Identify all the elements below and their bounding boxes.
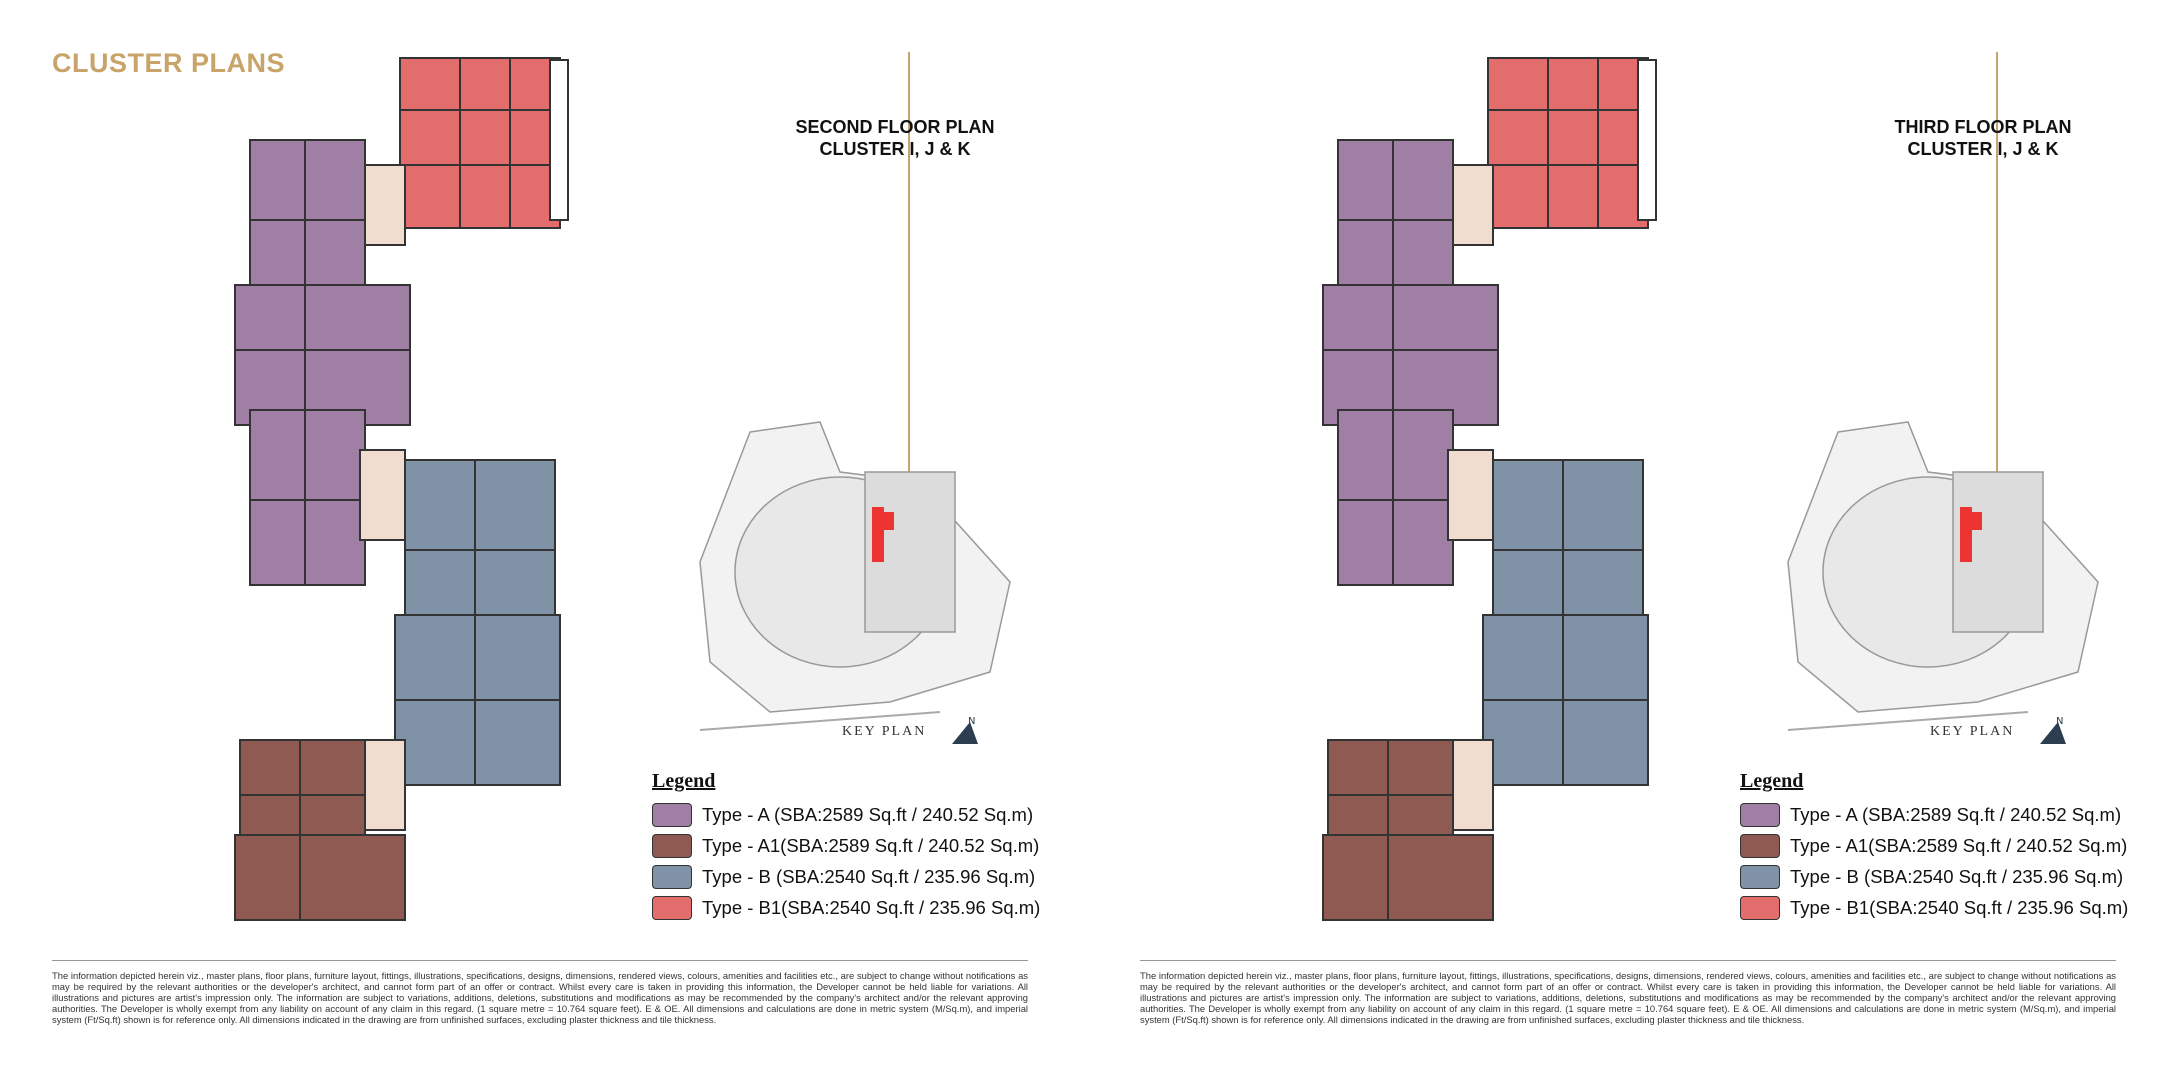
svg-text:N: N (2056, 716, 2064, 727)
floor-plan-title-line2: CLUSTER I, J & K (819, 139, 971, 159)
legend-title: Legend (652, 770, 716, 792)
key-plan-map (690, 412, 1035, 752)
north-arrow-icon (950, 714, 982, 748)
legend-item-label: Type - B (SBA:2540 Sq.ft / 235.96 Sq.m) (1790, 865, 2124, 887)
legend-swatch-type-a (652, 803, 692, 827)
legend-swatch-type-a (1740, 803, 1780, 827)
legend (652, 770, 1072, 923)
svg-text:N: N (968, 716, 976, 727)
floor-plan-title-line1: SECOND FLOOR PLAN (795, 117, 995, 137)
disclaimer-divider (52, 960, 1028, 961)
brand-title: CLUSTER PLANS (52, 48, 286, 78)
legend-swatch-type-b1 (652, 896, 692, 920)
floor-plan-drawing (1308, 50, 1668, 930)
brochure-page-third-floor (1088, 0, 2160, 1080)
floor-plan-title-line2: CLUSTER I, J & K (1907, 139, 2059, 159)
legend-item (1740, 861, 2160, 892)
legend-item (652, 861, 1072, 892)
disclaimer-text: The information depicted herein viz., master plans, floor plans, furniture layout, fittings, illustrations, specifications, designs, dimensions, rendered views, colours, amenities and facilities etc., are subject to change without notifications as may be required by the relevant authorities or the developer's architect, and cannot form part of an offer or contract. Whilst every care is taken in providing this information, the Developer cannot be held liable for variations. All illustrations and pictures are artist's impression only. The information are subject to variations, additions, deletions, substitutions and modifications as may be recommended by the company's architect and/or the relevant approving authorities. The Developer is wholly exempt from any liability on account of any claim in this regard. (1 square metre = 10.764 square feet). E & OE. All dimensions and calculations are done in metric system (M/Sq.m), and imperial system (Ft/Sq.ft) shown is for reference only. All dimensions indicated in the drawing are from unfinished surfaces, excluding plaster thickness and tile thickness. (52, 970, 1028, 1025)
legend-item-label: Type - A1(SBA:2589 Sq.ft / 240.52 Sq.m) (702, 834, 1040, 856)
disclaimer-text: The information depicted herein viz., master plans, floor plans, furniture layout, fittings, illustrations, specifications, designs, dimensions, rendered views, colours, amenities and facilities etc., are subject to change without notifications as may be required by the relevant authorities or the developer's architect, and cannot form part of an offer or contract. Whilst every care is taken in providing this information, the Developer cannot be held liable for variations. All illustrations and pictures are artist's impression only. The information are subject to variations, additions, deletions, substitutions and modifications as may be recommended by the company's architect and/or the relevant approving authorities. The Developer is wholly exempt from any liability on account of any claim in this regard. (1 square metre = 10.764 square feet). E & OE. All dimensions and calculations are done in metric system (M/Sq.m), and imperial system (Ft/Sq.ft) shown is for reference only. All dimensions indicated in the drawing are from unfinished surfaces, excluding plaster thickness and tile thickness. (1140, 970, 2116, 1025)
floor-plan-drawing (220, 50, 580, 930)
legend-item (652, 892, 1072, 923)
floor-plan-title-line1: THIRD FLOOR PLAN (1894, 117, 2072, 137)
north-arrow-icon (2038, 714, 2070, 748)
legend-item (1740, 799, 2160, 830)
legend-swatch-type-a1 (1740, 834, 1780, 858)
legend-item-label: Type - A1(SBA:2589 Sq.ft / 240.52 Sq.m) (1790, 834, 2128, 856)
legend-item-label: Type - A (SBA:2589 Sq.ft / 240.52 Sq.m) (1790, 803, 2122, 825)
disclaimer-divider (1140, 960, 2116, 961)
legend-item-label: Type - B1(SBA:2540 Sq.ft / 235.96 Sq.m) (702, 896, 1041, 918)
legend-swatch-type-b (1740, 865, 1780, 889)
legend-item (652, 799, 1072, 830)
floor-plan-title (780, 116, 1010, 160)
legend (1740, 770, 2160, 923)
key-plan-map (1778, 412, 2123, 752)
legend-item (1740, 892, 2160, 923)
key-plan-label: KEY PLAN (1930, 724, 2015, 739)
legend-swatch-type-b1 (1740, 896, 1780, 920)
legend-swatch-type-a1 (652, 834, 692, 858)
legend-item-label: Type - A (SBA:2589 Sq.ft / 240.52 Sq.m) (702, 803, 1034, 825)
floor-plan-title (1868, 116, 2098, 160)
legend-item-label: Type - B1(SBA:2540 Sq.ft / 235.96 Sq.m) (1790, 896, 2129, 918)
legend-item-label: Type - B (SBA:2540 Sq.ft / 235.96 Sq.m) (702, 865, 1036, 887)
legend-swatch-type-b (652, 865, 692, 889)
legend-item (652, 830, 1072, 861)
gold-divider-line (1996, 52, 1998, 472)
gold-divider-line (908, 52, 910, 472)
legend-item (1740, 830, 2160, 861)
legend-title: Legend (1740, 770, 1804, 792)
key-plan-label: KEY PLAN (842, 724, 927, 739)
